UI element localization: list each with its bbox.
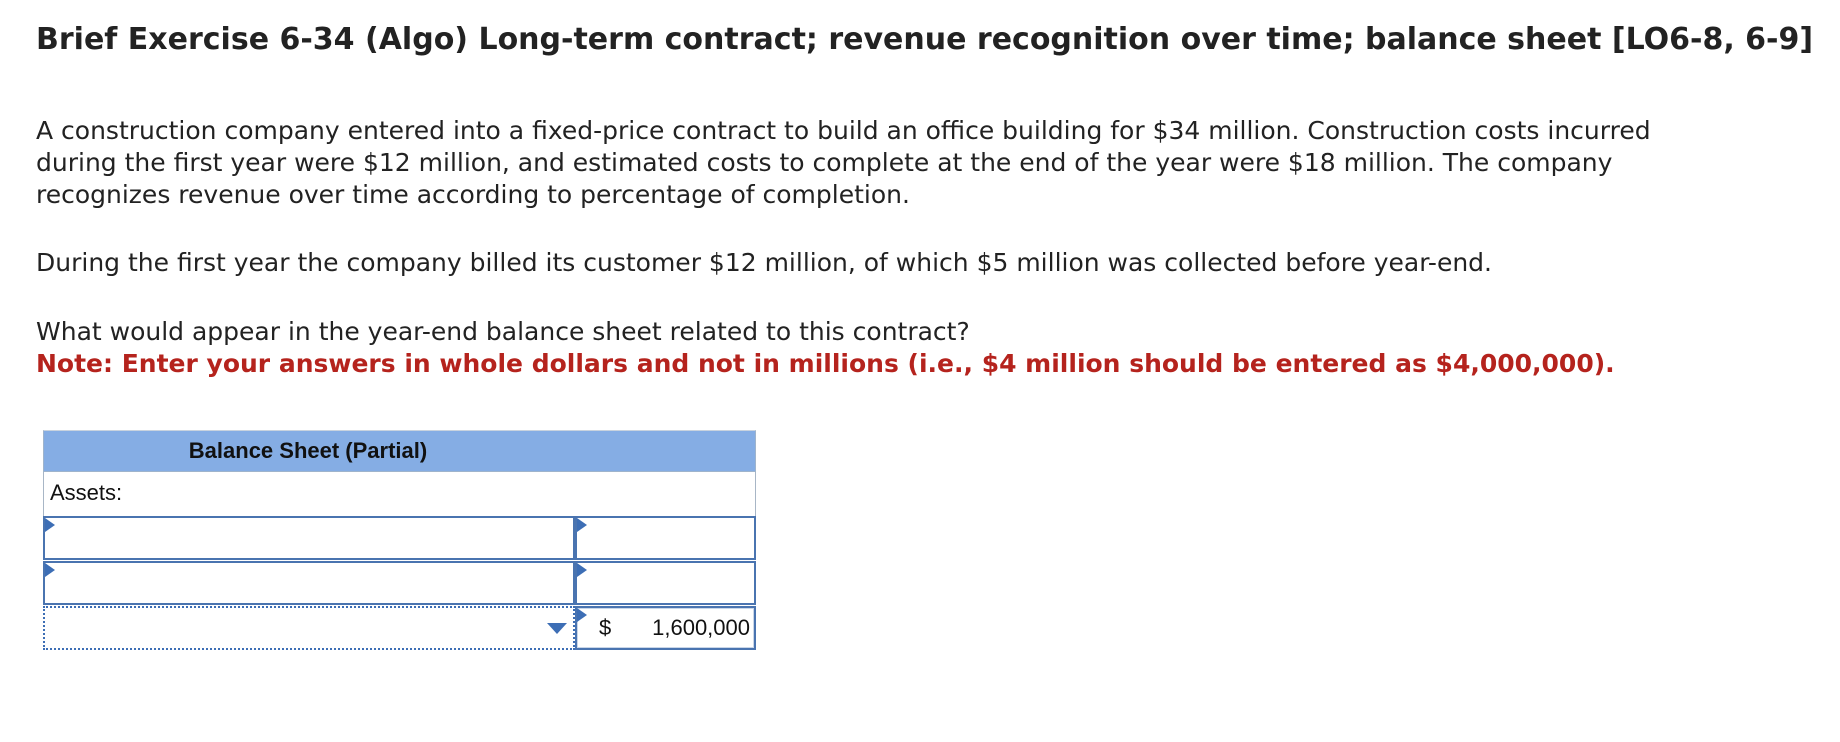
asset-amount-input-3[interactable]: [575, 606, 756, 650]
asset-label-input-1[interactable]: [43, 516, 575, 560]
cell-flag-icon: [577, 608, 587, 622]
note-text: Note: Enter your answers in whole dollars and not in millions (i.e., $4 million should be entered as $4,000,000).: [36, 349, 1615, 378]
amount-value: 1,600,000: [652, 615, 750, 640]
cell-flag-icon: [45, 563, 55, 577]
balance-sheet-header: [43, 430, 756, 472]
chevron-down-icon[interactable]: [547, 623, 567, 634]
table-row: [43, 561, 756, 606]
asset-amount-input-2[interactable]: [575, 561, 756, 605]
cell-flag-icon: [577, 518, 587, 532]
assets-label: Assets:: [50, 480, 123, 505]
cell-flag-icon: [45, 518, 55, 532]
question-text: What would appear in the year-end balance sheet related to this contract?: [36, 317, 970, 346]
asset-amount-input-1[interactable]: [575, 516, 756, 560]
table-row: [43, 606, 756, 651]
balance-sheet-header-label: Balance Sheet (Partial): [188, 438, 428, 463]
problem-paragraph-contract: A construction company entered into a fixed-price contract to build an office building for $34 million. Construction costs incurred during the first year were $12 million, and estimated costs to complete at the end of the year were $18 million. The company recognizes revenue over time according to percentage of completion.: [36, 116, 1651, 209]
page-title: Brief Exercise 6-34 (Algo) Long-term contract; revenue recognition over time; balance sheet [LO6-8, 6-9]: [36, 22, 1814, 57]
table-row: [43, 516, 756, 561]
balance-sheet-table: [43, 430, 756, 651]
asset-label-dropdown-3[interactable]: [43, 606, 575, 650]
cell-flag-icon: [577, 563, 587, 577]
assets-row: [43, 472, 756, 516]
problem-paragraph-billing: During the first year the company billed its customer $12 million, of which $5 million was collected before year-end.: [36, 248, 1492, 277]
question-block: [36, 316, 1816, 380]
asset-label-input-2[interactable]: [43, 561, 575, 605]
currency-symbol: $: [599, 615, 612, 640]
